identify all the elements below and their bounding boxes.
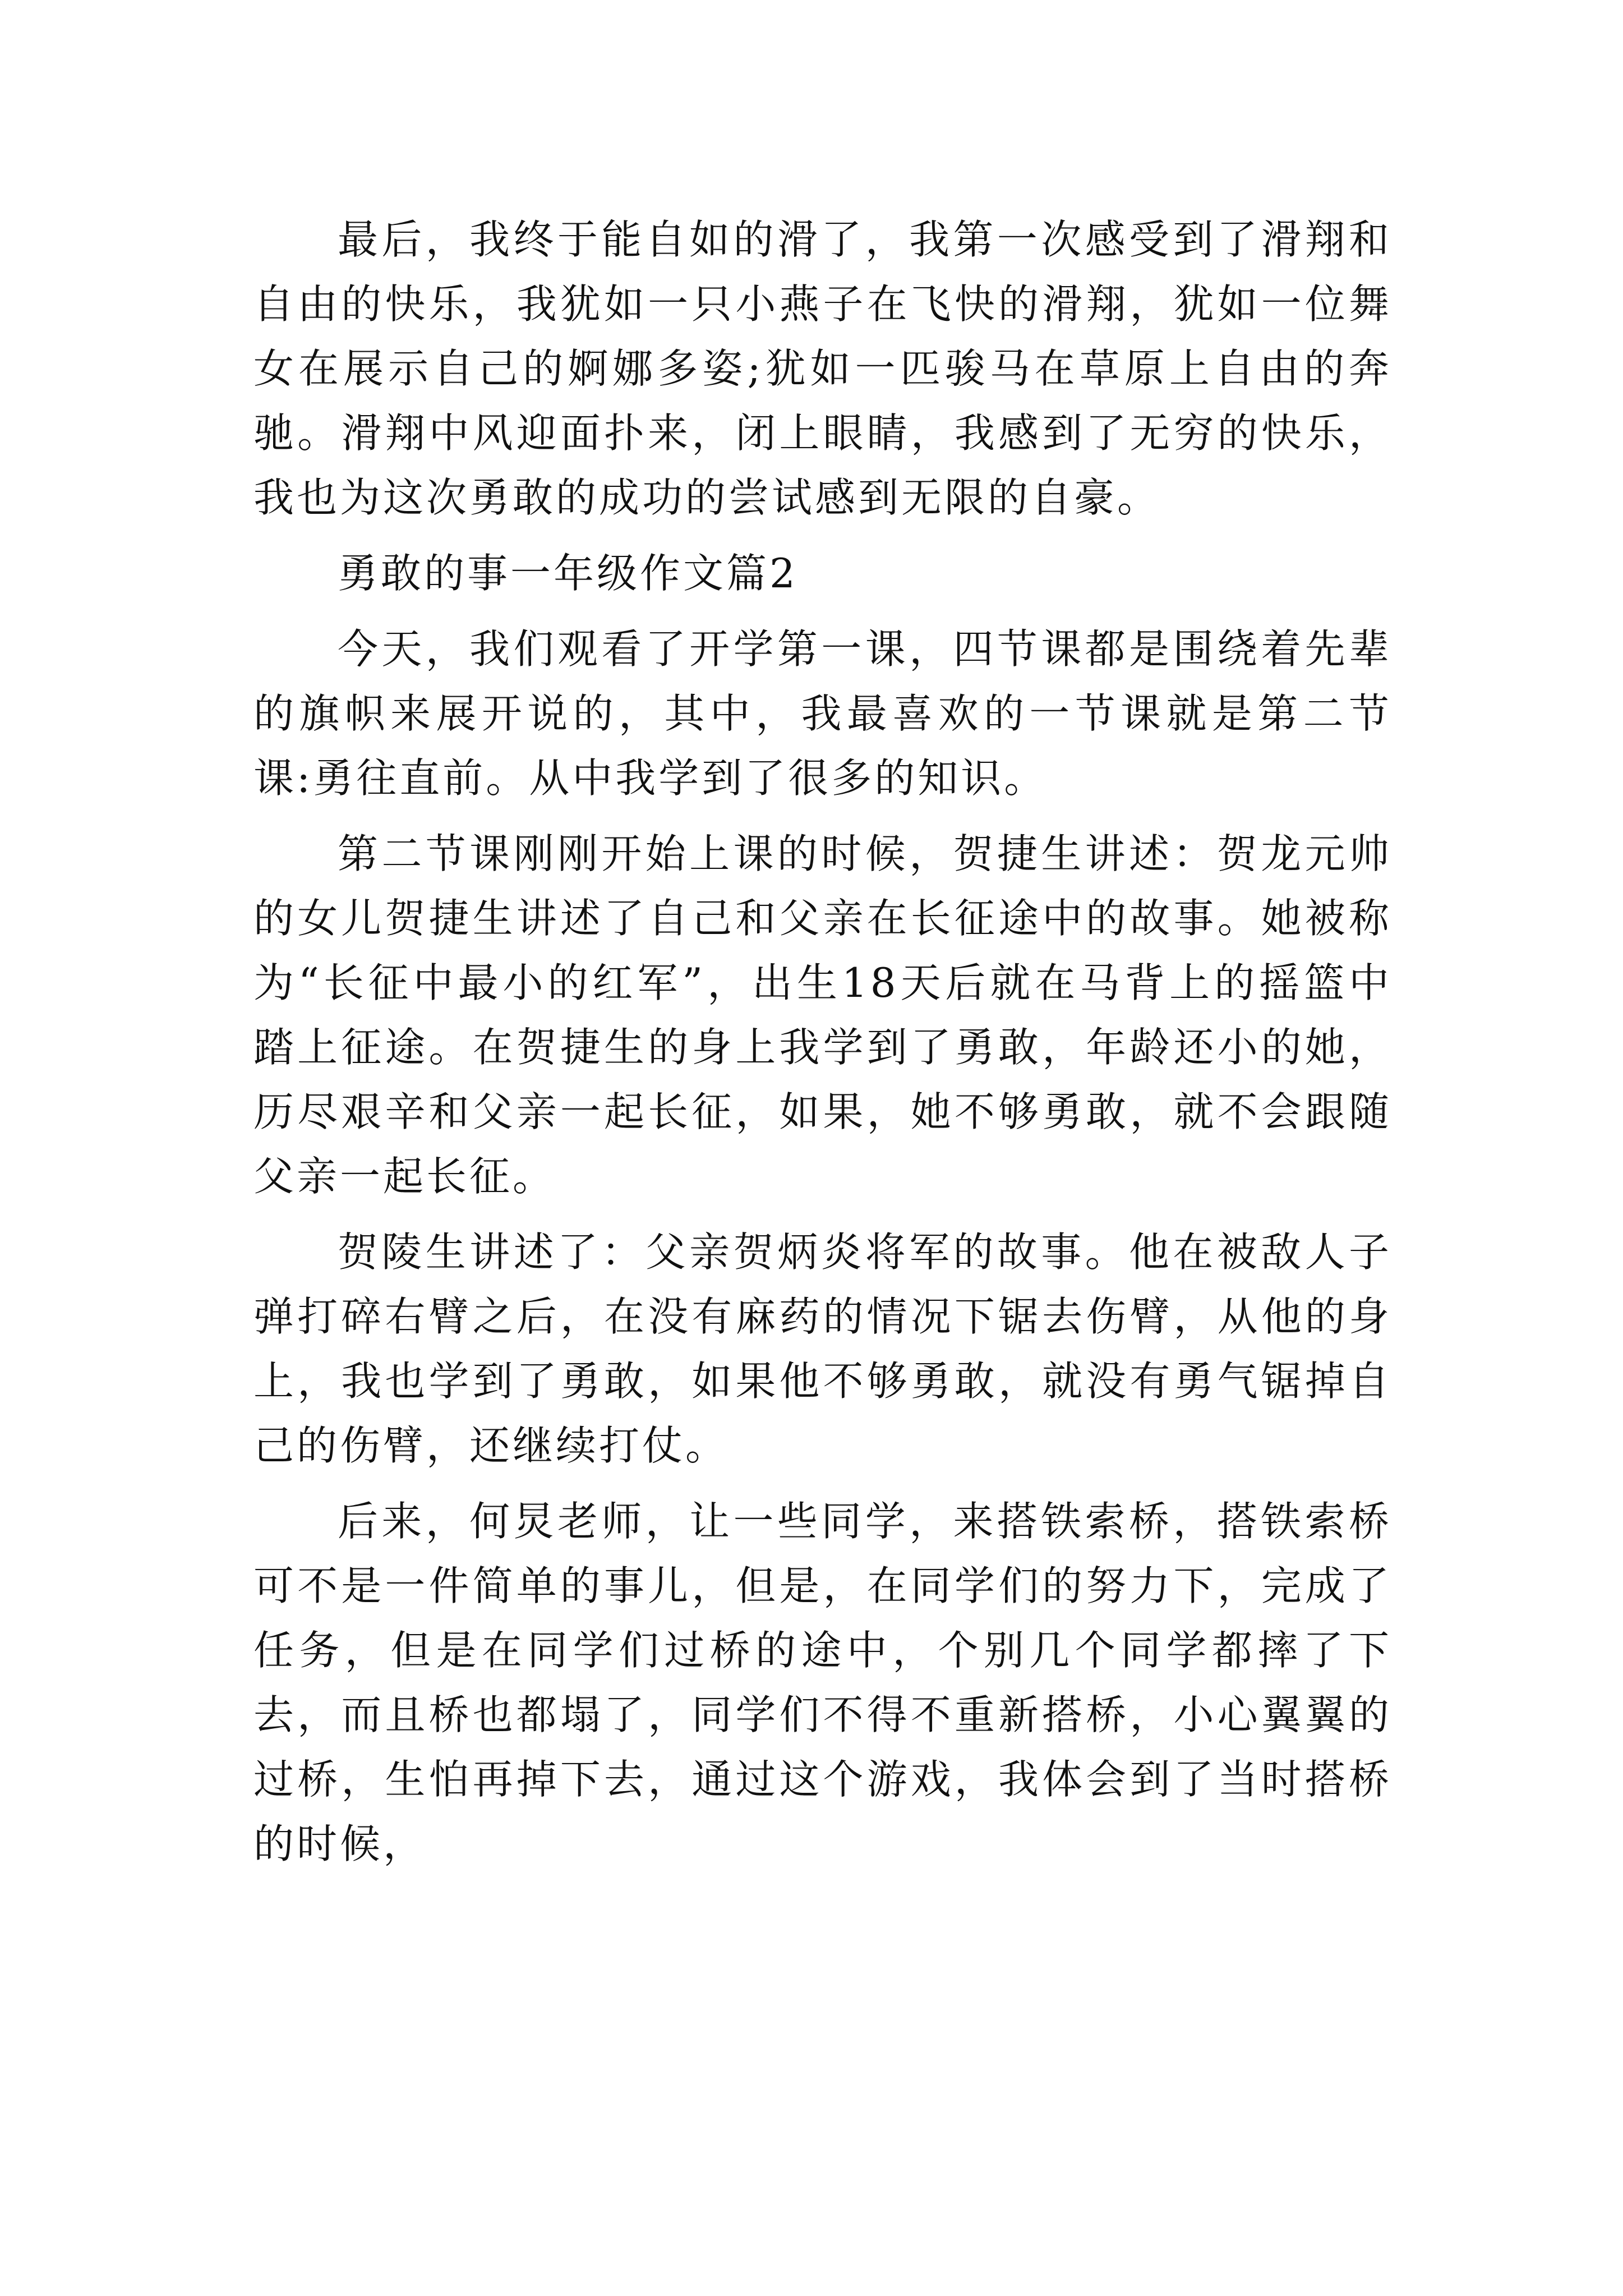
paragraph-iron-bridge: 后来，何炅老师，让一些同学，来搭铁索桥，搭铁索桥可不是一件简单的事儿，但是，在同学们的努力下，完成了任务，但是在同学们过桥的途中，个别几个同学都摔了下去，而且桥也都塌了，同学们不得不重新搭桥，小心翼翼的过桥，生怕再掉下去，通过这个游戏，我体会到了当时搭桥的时候， xyxy=(253,1498,1392,1867)
paragraph-he-jiesheng: 第二节课刚刚开始上课的时候，贺捷生讲述：贺龙元帅的女儿贺捷生讲述了自己和父亲在长征途中的故事。她被称为“长征中最小的红军”，出生18天后就在马背上的摇篮中踏上征途。在贺捷生的身上我学到了勇敢，年龄还小的她，历尽艰辛和父亲一起长征，如果，她不够勇敢，就不会跟随父亲一起长征。 xyxy=(253,830,1392,1200)
essay-title-2: 勇敢的事一年级作文篇2 xyxy=(338,550,798,597)
paragraph-he-lingsheng: 贺陵生讲述了：父亲贺炳炎将军的故事。他在被敌人子弹打碎右臂之后，在没有麻药的情况下锯去伤臂，从他的身上，我也学到了勇敢，如果他不够勇敢，就没有勇气锯掉自己的伤臂，还继续打仗。 xyxy=(253,1228,1392,1469)
paragraph-first-lesson: 今天，我们观看了开学第一课，四节课都是围绕着先辈的旗帜来展开说的，其中，我最喜欢的一节课就是第二节课:勇往直前。从中我学到了很多的知识。 xyxy=(253,625,1392,802)
document-body xyxy=(253,208,1392,1876)
paragraph-skating-conclusion: 最后，我终于能自如的滑了，我第一次感受到了滑翔和自由的快乐，我犹如一只小燕子在飞快的滑翔，犹如一位舞女在展示自己的婀娜多姿;犹如一匹骏马在草原上自由的奔驰。滑翔中风迎面扑来，闭上眼睛，我感到了无穷的快乐，我也为这次勇敢的成功的尝试感到无限的自豪。 xyxy=(253,216,1392,521)
